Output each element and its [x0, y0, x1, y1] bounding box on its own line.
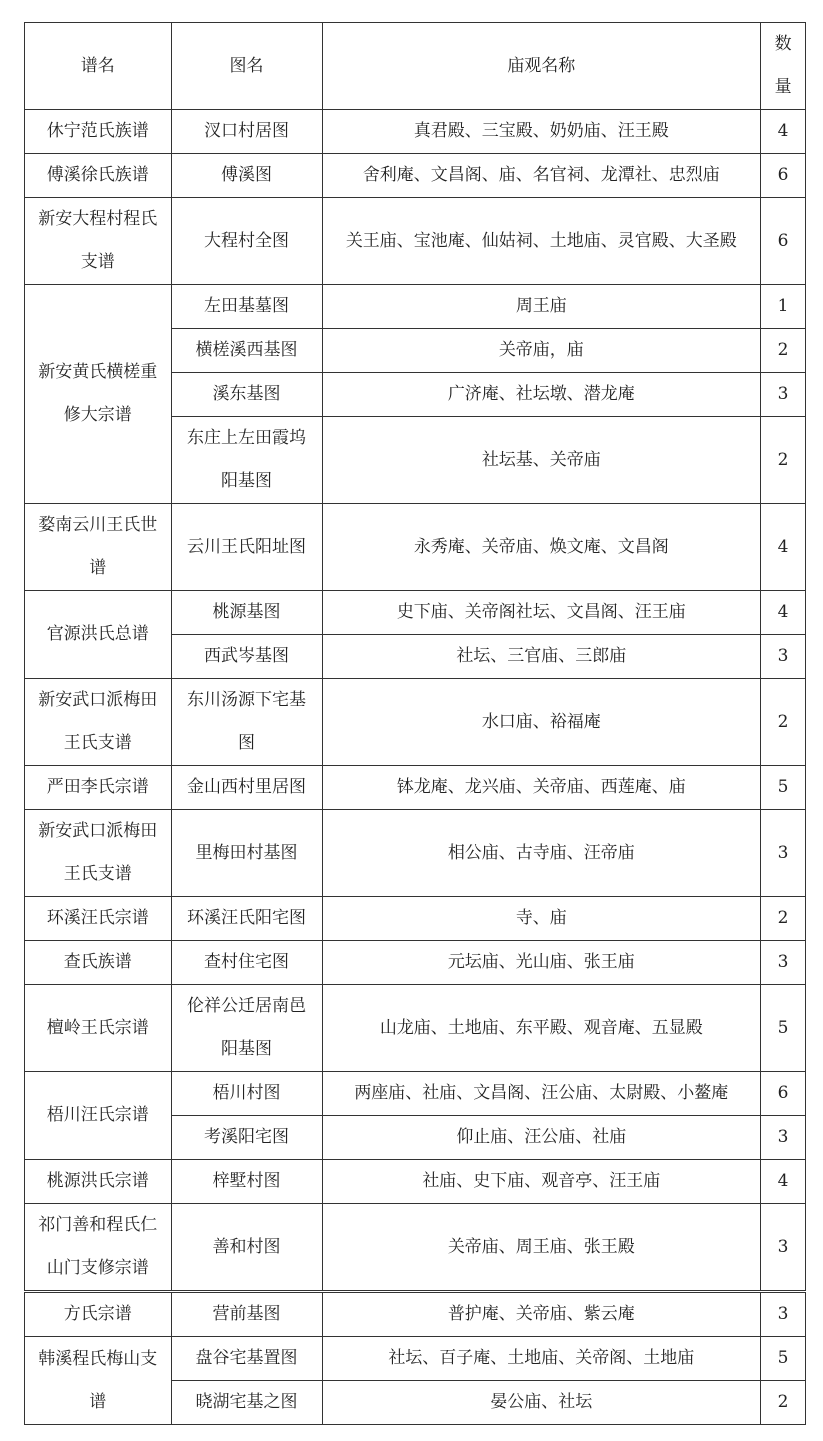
temple-names: 周王庙 — [322, 285, 761, 329]
table-row — [25, 679, 806, 766]
map-name: 东川汤源下宅基图 — [171, 679, 322, 766]
header-row — [25, 23, 806, 110]
genealogy-name: 梧川汪氏宗谱 — [25, 1072, 172, 1160]
table-row — [25, 941, 806, 985]
table-row — [25, 766, 806, 810]
temple-count: 4 — [761, 110, 806, 154]
temple-count: 3 — [761, 1116, 806, 1160]
temple-count: 2 — [761, 897, 806, 941]
map-name: 晓湖宅基之图 — [171, 1381, 322, 1425]
temple-count: 6 — [761, 198, 806, 285]
table-row — [25, 110, 806, 154]
genealogy-name: 祁门善和程氏仁山门支修宗谱 — [25, 1204, 172, 1291]
map-name: 大程村全图 — [171, 198, 322, 285]
table-row — [25, 198, 806, 285]
genealogy-name: 新安武口派梅田王氏支谱 — [25, 810, 172, 897]
temple-count: 3 — [761, 373, 806, 417]
temple-names: 广济庵、社坛墩、潜龙庵 — [322, 373, 761, 417]
map-name: 善和村图 — [171, 1204, 322, 1291]
temple-names: 寺、庙 — [322, 897, 761, 941]
table-row — [25, 1337, 806, 1381]
genealogy-name: 严田李氏宗谱 — [25, 766, 172, 810]
map-name: 查村住宅图 — [171, 941, 322, 985]
table-row — [25, 897, 806, 941]
temple-count: 2 — [761, 417, 806, 504]
temple-names: 真君殿、三宝殿、奶奶庙、汪王殿 — [322, 110, 761, 154]
map-name: 汊口村居图 — [171, 110, 322, 154]
header-miao: 庙观名称 — [322, 23, 761, 110]
map-name: 梓墅村图 — [171, 1160, 322, 1204]
map-name: 金山西村里居图 — [171, 766, 322, 810]
header-tu: 图名 — [171, 23, 322, 110]
temple-names: 晏公庙、社坛 — [322, 1381, 761, 1425]
temple-count: 2 — [761, 679, 806, 766]
map-name: 横槎溪西基图 — [171, 329, 322, 373]
temple-count: 3 — [761, 1293, 806, 1337]
temple-table — [24, 22, 806, 1291]
genealogy-name: 新安武口派梅田王氏支谱 — [25, 679, 172, 766]
table-row — [25, 985, 806, 1072]
genealogy-name: 傅溪徐氏族谱 — [25, 154, 172, 198]
temple-names: 两座庙、社庙、文昌阁、汪公庙、太尉殿、小鳌庵 — [322, 1072, 761, 1116]
temple-count: 3 — [761, 941, 806, 985]
table-row — [25, 504, 806, 591]
table-row — [25, 1293, 806, 1337]
map-name: 环溪汪氏阳宅图 — [171, 897, 322, 941]
temple-count: 4 — [761, 1160, 806, 1204]
temple-names: 元坛庙、光山庙、张王庙 — [322, 941, 761, 985]
temple-count: 3 — [761, 1204, 806, 1291]
table-row — [25, 1072, 806, 1116]
map-name: 云川王氏阳址图 — [171, 504, 322, 591]
temple-count: 4 — [761, 504, 806, 591]
genealogy-name: 环溪汪氏宗谱 — [25, 897, 172, 941]
temple-names: 仰止庙、汪公庙、社庙 — [322, 1116, 761, 1160]
table-row — [25, 591, 806, 635]
genealogy-name: 休宁范氏族谱 — [25, 110, 172, 154]
header-count: 数量 — [761, 23, 806, 110]
temple-names: 关王庙、宝池庵、仙姑祠、土地庙、灵官殿、大圣殿 — [322, 198, 761, 285]
map-name: 东庄上左田霞坞阳基图 — [171, 417, 322, 504]
temple-names: 社坛、百子庵、土地庙、关帝阁、土地庙 — [322, 1337, 761, 1381]
temple-count: 5 — [761, 766, 806, 810]
temple-count: 2 — [761, 1381, 806, 1425]
table-row — [25, 285, 806, 329]
genealogy-name: 婺南云川王氏世谱 — [25, 504, 172, 591]
temple-names: 社坛、三官庙、三郎庙 — [322, 635, 761, 679]
temple-names: 山龙庙、土地庙、东平殿、观音庵、五显殿 — [322, 985, 761, 1072]
temple-names: 关帝庙、周王庙、张王殿 — [322, 1204, 761, 1291]
header-pu: 谱名 — [25, 23, 172, 110]
temple-count: 5 — [761, 1337, 806, 1381]
map-name: 傅溪图 — [171, 154, 322, 198]
map-name: 考溪阳宅图 — [171, 1116, 322, 1160]
temple-names: 史下庙、关帝阁社坛、文昌阁、汪王庙 — [322, 591, 761, 635]
temple-names: 水口庙、裕福庵 — [322, 679, 761, 766]
map-name: 梧川村图 — [171, 1072, 322, 1116]
table-row — [25, 1204, 806, 1291]
temple-names: 舍利庵、文昌阁、庙、名官祠、龙潭社、忠烈庙 — [322, 154, 761, 198]
temple-names: 社庙、史下庙、观音亭、汪王庙 — [322, 1160, 761, 1204]
temple-table-continued — [24, 1292, 806, 1425]
temple-names: 相公庙、古寺庙、汪帝庙 — [322, 810, 761, 897]
genealogy-name: 桃源洪氏宗谱 — [25, 1160, 172, 1204]
genealogy-name: 方氏宗谱 — [25, 1293, 172, 1337]
table-row — [25, 810, 806, 897]
map-name: 西武岑基图 — [171, 635, 322, 679]
temple-count: 5 — [761, 985, 806, 1072]
map-name: 盘谷宅基置图 — [171, 1337, 322, 1381]
map-name: 溪东基图 — [171, 373, 322, 417]
temple-names: 永秀庵、关帝庙、焕文庵、文昌阁 — [322, 504, 761, 591]
genealogy-name: 官源洪氏总谱 — [25, 591, 172, 679]
temple-count: 4 — [761, 591, 806, 635]
genealogy-name: 新安黄氏横槎重修大宗谱 — [25, 285, 172, 504]
temple-names: 普护庵、关帝庙、紫云庵 — [322, 1293, 761, 1337]
temple-count: 3 — [761, 635, 806, 679]
genealogy-name: 韩溪程氏梅山支谱 — [25, 1337, 172, 1425]
temple-count: 3 — [761, 810, 806, 897]
temple-count: 2 — [761, 329, 806, 373]
map-name: 里梅田村基图 — [171, 810, 322, 897]
table-row — [25, 1160, 806, 1204]
temple-count: 6 — [761, 154, 806, 198]
temple-names: 关帝庙，庙 — [322, 329, 761, 373]
table-row — [25, 154, 806, 198]
map-name: 桃源基图 — [171, 591, 322, 635]
temple-names: 钵龙庵、龙兴庙、关帝庙、西莲庵、庙 — [322, 766, 761, 810]
temple-names: 社坛基、关帝庙 — [322, 417, 761, 504]
temple-count: 6 — [761, 1072, 806, 1116]
genealogy-name: 查氏族谱 — [25, 941, 172, 985]
map-name: 伦祥公迁居南邑阳基图 — [171, 985, 322, 1072]
map-name: 营前基图 — [171, 1293, 322, 1337]
temple-count: 1 — [761, 285, 806, 329]
genealogy-name: 新安大程村程氏支谱 — [25, 198, 172, 285]
map-name: 左田基墓图 — [171, 285, 322, 329]
genealogy-name: 檀岭王氏宗谱 — [25, 985, 172, 1072]
